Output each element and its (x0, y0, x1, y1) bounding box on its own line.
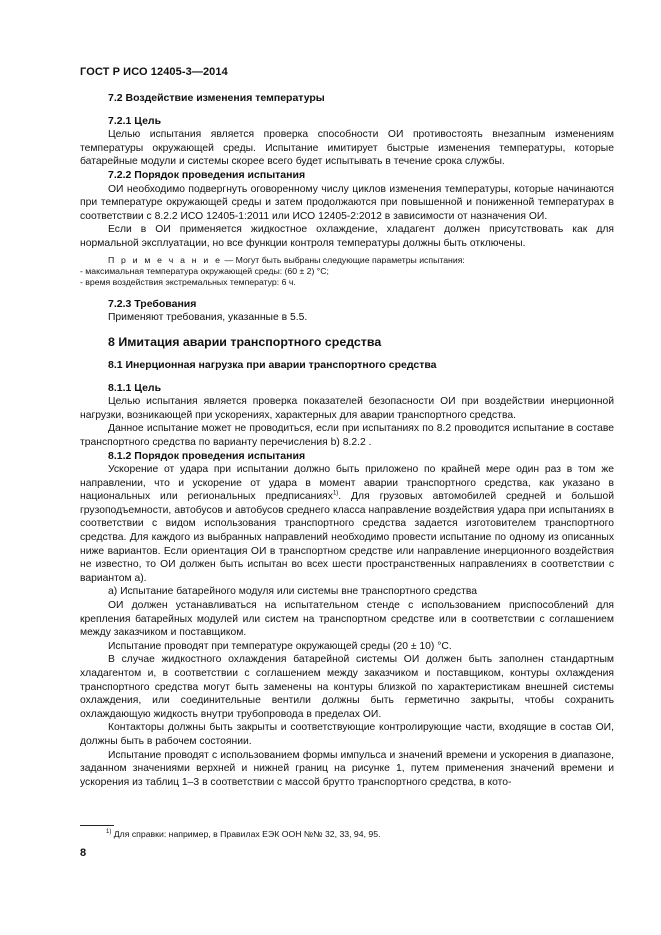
section-8-1-1-heading: 8.1.1 Цель (108, 381, 162, 394)
footnote-divider (80, 825, 114, 826)
paragraph: Если в ОИ применяется жидкостное охлаждение, хладагент должен присутствовать как для нормальной эксплуатации, но все функции контроля температуры должны быть отключены. (80, 224, 614, 249)
paragraph: Данное испытание может не проводиться, если при испытаниях по 8.2 проводится испытание в составе транспортного средства по варианту перечисления b) 8.2.2 . (80, 423, 614, 448)
section-7-2-1-heading: 7.2.1 Цель (108, 114, 162, 127)
footnote-text: Для справки: например, в Правилах ЕЭК ООН №№ 32, 33, 94, 95. (113, 829, 381, 839)
section-7-2-2-heading: 7.2.2 Порядок проведения испытания (108, 168, 306, 181)
page-number: 8 (80, 847, 87, 859)
document-header: ГОСТ Р ИСО 12405-3—2014 (80, 66, 228, 78)
note-label: П р и м е ч а н и е (108, 254, 223, 265)
paragraph: Целью испытания является проверка способности ОИ противостоять внезапным изменениям температуры окружающей среды. Испытание имитирует быстрые изменения температуры, которые батарейные модули и системы скорее всего будет испытывать в течение срока службы. (80, 129, 614, 168)
document-body (80, 92, 614, 789)
paragraph: Применяют требования, указанные в 5.5. (108, 312, 308, 324)
footnote-marker: 1) (106, 829, 112, 836)
paragraph (80, 463, 614, 585)
paragraph-text: Ускорение от удара при испытании должно быть приложено по крайней мере один раз в том же направлении, что и ускорение от удара в момент аварии транспортного средства, как указано в национальных или региональных предписаниях (80, 464, 614, 503)
note-item: - время воздействия экстремальных температур: 6 ч. (80, 277, 296, 288)
footnote (106, 829, 381, 839)
note-item: - максимальная температура окружающей среды: (60 ± 2) °С; (80, 265, 329, 276)
paragraph: Контакторы должны быть закрыты и соответствующие контролирующие части, входящие в состав ОИ, должны быть в рабочем состоянии. (80, 722, 614, 747)
paragraph: Испытание проводят с использованием формы импульса и значений времени и ускорения в диапазоне, заданном значениями верхней и нижней границ на рисунке 1, путем применения значений времени и ускорения из таблиц 1–3 в соответствии с массой брутто транспортного средства, в кото- (80, 749, 614, 788)
section-7-2-3-heading: 7.2.3 Требования (108, 297, 197, 310)
section-8-1-heading: 8.1 Инерционная нагрузка при аварии транспортного средства (108, 358, 437, 371)
note-intro (80, 255, 614, 266)
note-text: — Могут быть выбраны следующие параметры испытания: (222, 254, 465, 265)
paragraph: Целью испытания является проверка показателей безопасности ОИ при воздействии инерционной нагрузки, возникающей при ускорениях, характерных для аварии транспортного средства. (80, 396, 614, 421)
paragraph: а) Испытание батарейного модуля или системы вне транспортного средства (108, 586, 477, 598)
paragraph: ОИ должен устанавливаться на испытательном стенде с использованием приспособлений для крепления батарейных модулей или систем на транспортном средстве или в соответствии с соглашением между заказчиком и поставщиком. (80, 600, 614, 639)
paragraph: Испытание проводят при температуре окружающей среды (20 ± 10) °С. (108, 640, 452, 652)
paragraph: ОИ необходимо подвергнуть оговоренному числу циклов изменения температуры, которые начинаются при температуре окружающей среды и затем продолжаются при повышенной и пониженной температурах в соответствии с 8.2.2 ИСО 12405-1:2011 или ИСО 12405-2:2012 в зависимости от назначения ОИ. (80, 183, 614, 222)
section-8-1-2-heading: 8.1.2 Порядок проведения испытания (108, 449, 306, 462)
paragraph: В случае жидкостного охлаждения батарейной системы ОИ должен быть заполнен стандартным хладагентом и, в соответствии с соглашением между заказчиком и поставщиком, контуры охлаждения транспортного средства могут быть заменены на контуры близкой по характеристикам внешней системы охлаждения, или соединительные вентили должны быть герметично закрыты, чтобы сохранить охлаждающую жидкость внутри трубопровода в пределах ОИ. (80, 654, 614, 720)
paragraph-text: . Для грузовых автомобилей средней и большой грузоподъемности, автобусов и автобусов среднего класса направление воздействия удара при испытаниях в соответствии с видом использования транспортного средства задается изготовителем транспортного средства. Для каждого из выбранных направлений необходимо провести испытание по одному из описанных ниже вариантов. Если ориентация ОИ в транспортном средстве или направление инерционного воздействия не известно, то ОИ должен быть испытан во всех шести пространственных направлениях в соответствии с вариантом а). (80, 491, 615, 584)
section-7-2-heading: 7.2 Воздействие изменения температуры (108, 92, 325, 104)
section-8-heading: 8 Имитация аварии транспортного средства (108, 334, 382, 349)
note-block (80, 255, 614, 289)
footnote-ref[interactable]: 1) (332, 490, 339, 497)
